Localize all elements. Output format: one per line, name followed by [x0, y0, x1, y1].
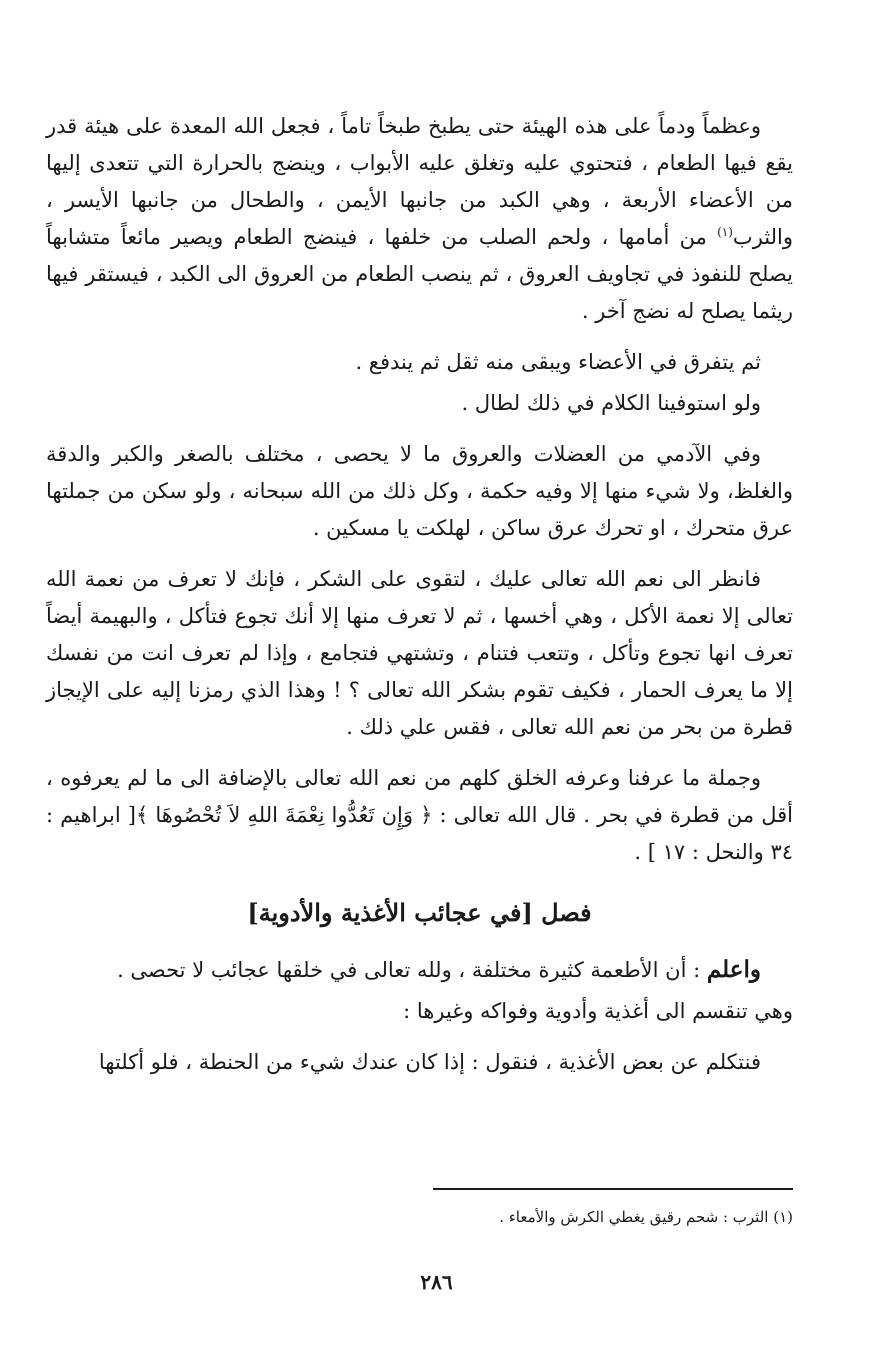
paragraph-7-text: : أن الأطعمة كثيرة مختلفة ، ولله تعالى في خلقها عجائب لا تحصى . — [117, 958, 707, 982]
body-text — [46, 108, 793, 1095]
paragraph-7 — [46, 951, 793, 989]
paragraph-8: وهي تنقسم الى أغذية وأدوية وفواكه وغيرها : — [403, 999, 793, 1023]
section-heading: فصل [في عجائب الأغذية والأدوية] — [247, 898, 592, 927]
paragraph-2: ثم يتفرق في الأعضاء ويبقى منه ثقل ثم يندفع . — [355, 350, 761, 374]
footnote-reference: (١) — [717, 225, 733, 239]
lead-word: واعلم — [706, 956, 761, 983]
paragraph-4: وفي الآدمي من العضلات والعروق ما لا يحصى ، مختلف بالصغر والكبر والدقة والغلظ، ولا شيء منها إلا وفيه حكمة ، وكل ذلك من الله سبحانه ، ولو سكن من جملتها عرق متحرك ، او تحرك عرق ساكن ، لهلكت يا مسكين . — [46, 442, 793, 540]
paragraph-5: فانظر الى نعم الله تعالى عليك ، لتقوى على الشكر ، فإنك لا تعرف من نعمة الله تعالى إلا نعمة الأكل ، وهي أخسها ، ثم لا تعرف منها إلا أنك تجوع فتأكل ، والبهيمة أيضاً تعرف انها تجوع وتأكل ، وتتعب فتنام ، وتشتهي فتجامع ، وإذا لم تعرف انت من نفسك إلا ما يعرف الحمار ، فكيف تقوم بشكر الله تعالى ؟ ! وهذا الذي رمزنا إليه على الإيجاز قطرة من بحر من نعم الله تعالى ، فقس علي ذلك . — [46, 567, 793, 739]
footnote-divider — [433, 1188, 793, 1190]
paragraph-6: وجملة ما عرفنا وعرفه الخلق كلهم من نعم الله تعالى بالإضافة الى ما لم يعرفوه ، أقل من قطرة في بحر . قال الله تعالى : ﴿ وَإِن تَعُدُّوا نِعْمَةَ اللهِ لاَ تُحْصُوهَا ﴾[ ابراهيم : ٣٤ والنحل : ١٧ ] . — [46, 766, 793, 864]
paragraph-1 — [46, 108, 793, 330]
paragraph-1-text-a: وعظماً ودماً على هذه الهيئة حتى يطبخ طبخاً تاماً ، فجعل الله المعدة على هيئة قدر يقع فيها الطعام ، فتحتوي عليه وتغلق عليه الأبواب ، وينضج بالحرارة التي تتعدى إليها من الأعضاء الأربعة ، وهي الكبد من جانبها الأيمن ، والطحال من جانبها الأيسر ، والثرب — [46, 114, 793, 249]
paragraph-9: فنتكلم عن بعض الأغذية ، فنقول : إذا كان عندك شيء من الحنطة ، فلو أكلتها — [98, 1050, 761, 1074]
paragraph-3: ولو استوفينا الكلام في ذلك لطال . — [461, 391, 761, 415]
page-number: ٢٨٦ — [420, 1270, 453, 1294]
footnote: (١) الثرب : شحم رقيق يغطي الكرش والأمعاء . — [499, 1208, 793, 1226]
paragraph-1-text-b: من أمامها ، ولحم الصلب من خلفها ، فينضج الطعام ويصير مائعاً متشابهاً يصلح للنفوذ في تجاويف العروق ، ثم ينصب الطعام من العروق الى الكبد ، فيستقر فيها ريثما يصلح له نضج آخر . — [46, 225, 793, 323]
